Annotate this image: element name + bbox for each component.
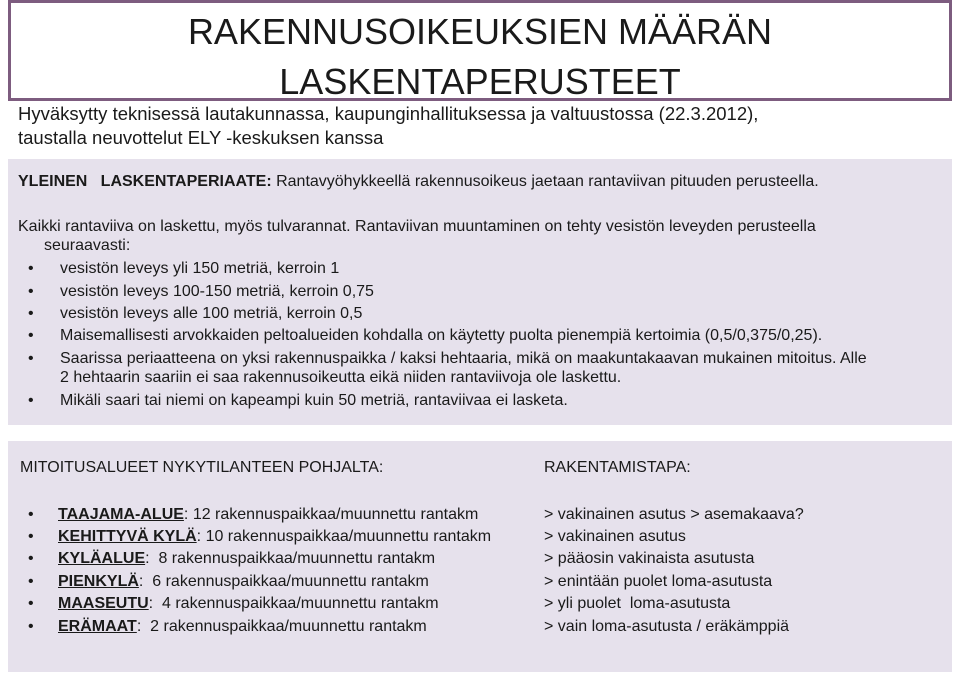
building-method: > vakinainen asutus > asemakaava? [544,506,804,523]
dimensioning-row [58,593,439,615]
building-method: > vain loma-asutusta / eräkämppiä [544,618,790,635]
paragraph-line-2: seuraavasti: [44,237,131,254]
general-principle [18,171,819,193]
building-method-heading: RAKENTAMISTAPA: [544,459,691,476]
bullet-item-continuation: 2 hehtaarin saariin ei saa rakennusoikeutta eikä niiden rantaviivoja ole laskettu. [60,369,622,386]
area-name: TAAJAMA-ALUE [58,506,184,523]
bullet-glyph: • [28,550,34,567]
principle-text: Rantavyöhykkeellä rakennusoikeus jaetaan rantaviivan pituuden perusteella. [271,173,819,190]
dimensioning-heading: MITOITUSALUEET NYKYTILANTEEN POHJALTA: [20,459,384,476]
bullet-item: Saarissa periaatteena on yksi rakennuspaikka / kaksi hehtaaria, mikä on maakuntakaavan mukainen mitoitus. Alle [60,350,867,367]
bullet-glyph: • [28,528,34,545]
bullet-glyph: • [28,595,34,612]
dimensioning-row [58,616,427,638]
title-box [8,0,952,101]
bullet-item: Mikäli saari tai niemi on kapeampi kuin 50 metriä, rantaviivaa ei lasketa. [60,392,568,409]
bullet-glyph: • [28,305,34,322]
area-value: : 4 rakennuspaikkaa/muunnettu rantakm [148,595,439,612]
intro-line-2: taustalla neuvottelut ELY -keskuksen kanssa [18,127,384,148]
building-method: > enintään puolet loma-asutusta [544,573,773,590]
bullet-glyph: • [28,350,34,367]
dimensioning-row [58,526,491,548]
intro-text [18,102,948,150]
bullet-glyph: • [28,283,34,300]
area-value: : 10 rakennuspaikkaa/muunnettu rantakm [196,528,492,545]
dimensioning-row [58,548,435,570]
title-line-2: LASKENTAPERUSTEET [279,61,681,102]
bullet-item: vesistön leveys alle 100 metriä, kerroin 0,5 [60,305,363,322]
building-method: > pääosin vakinaista asutusta [544,550,755,567]
area-name: MAASEUTU [58,595,149,612]
dimensioning-row [58,571,429,593]
bullet-glyph: • [28,327,34,344]
dimensioning-panel [8,441,952,672]
intro-line-1: Hyväksytty teknisessä lautakunnassa, kaupunginhallituksessa ja valtuustossa (22.3.2012), [18,103,759,124]
bullet-item: Maisemallisesti arvokkaiden peltoalueiden kohdalla on käytetty puolta pienempiä kertoimia (0,5/0,375/0,25). [60,327,823,344]
bullet-item: vesistön leveys yli 150 metriä, kerroin 1 [60,260,340,277]
page-title [11,7,949,107]
area-name: KYLÄALUE [58,550,146,567]
title-line-1: RAKENNUSOIKEUKSIEN MÄÄRÄN [187,11,773,52]
building-method: > yli puolet loma-asutusta [544,595,731,612]
area-value: : 6 rakennuspaikkaa/muunnettu rantakm [138,573,429,590]
paragraph-line-1: Kaikki rantaviiva on laskettu, myös tulvarannat. Rantaviivan muuntaminen on tehty vesistön leveyden perusteella [18,218,816,235]
dimensioning-row [58,504,478,526]
bullet-glyph: • [28,618,34,635]
building-method: > vakinainen asutus [544,528,686,545]
bullet-glyph: • [28,260,34,277]
area-value: : 12 rakennuspaikkaa/muunnettu rantakm [183,506,479,523]
area-value: : 8 rakennuspaikkaa/muunnettu rantakm [145,550,436,567]
bullet-glyph: • [28,573,34,590]
area-name: ERÄMAAT [58,618,137,635]
area-name: KEHITTYVÄ KYLÄ [58,528,197,545]
principle-label: YLEINEN LASKENTAPERIAATE: [18,173,272,190]
area-value: : 2 rakennuspaikkaa/muunnettu rantakm [136,618,427,635]
area-name: PIENKYLÄ [58,573,139,590]
bullet-item: vesistön leveys 100-150 metriä, kerroin 0,75 [60,283,374,300]
bullet-glyph: • [28,392,34,409]
bullet-glyph: • [28,506,34,523]
principles-panel [8,159,952,425]
